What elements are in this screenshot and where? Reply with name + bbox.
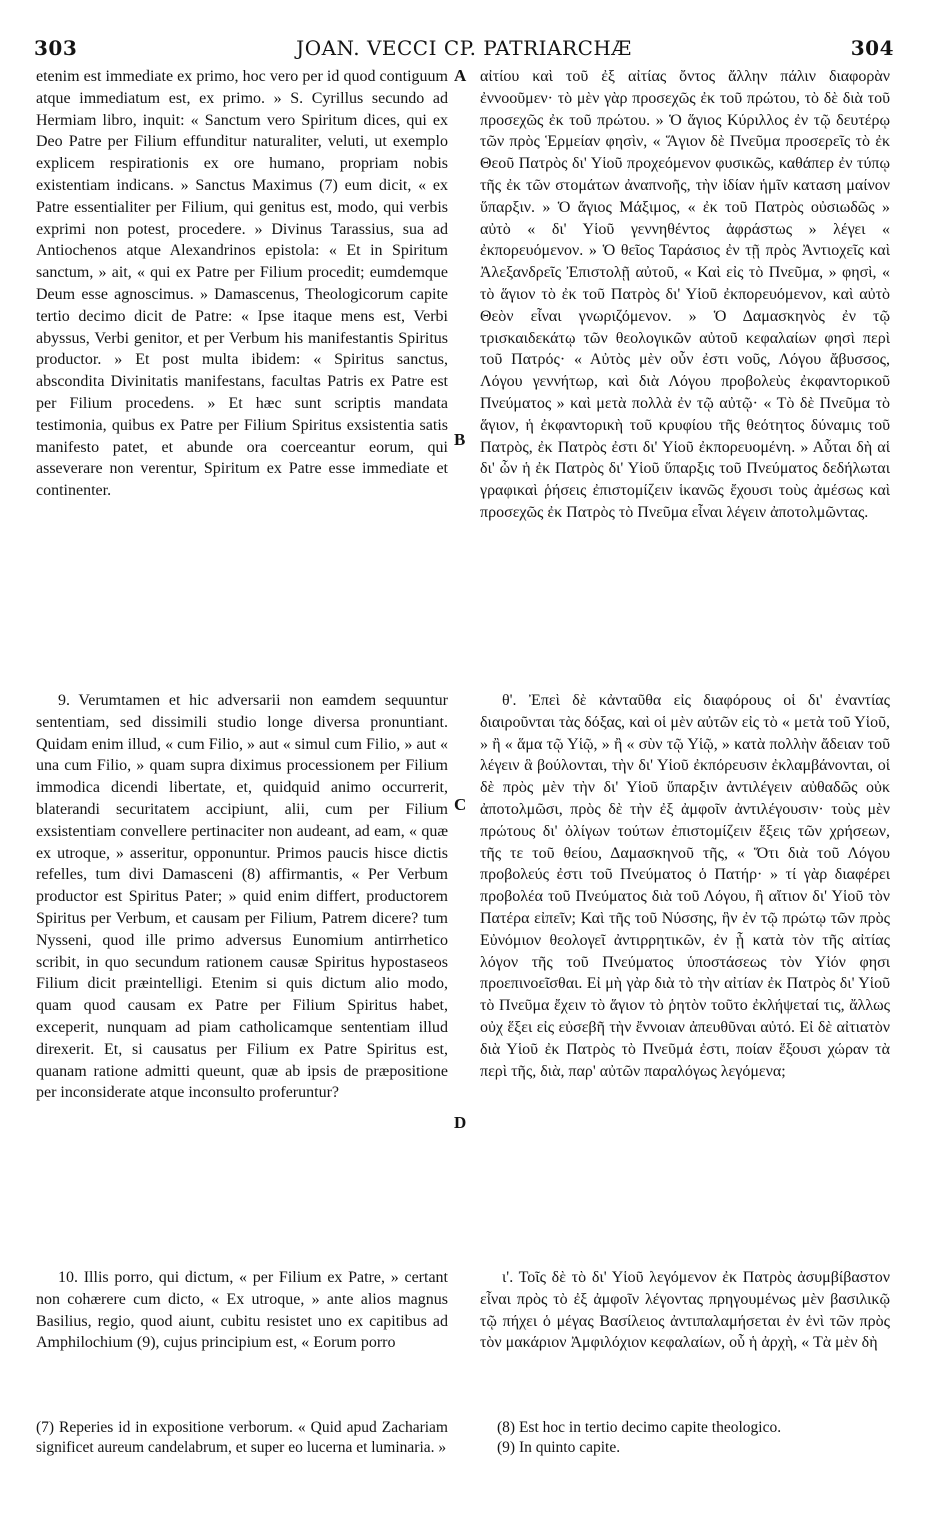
footnote-7 <box>36 1418 448 1458</box>
footnote-9: (9) In quinto capite. <box>497 1439 621 1456</box>
running-title: JOAN. VECCI CP. PATRIARCHÆ <box>296 36 632 60</box>
margin-letter-c: C <box>454 795 467 814</box>
latin-section-10 <box>36 1267 448 1354</box>
footnotes-right <box>497 1418 897 1458</box>
greek-text: ι'. Τοῖς δὲ τὸ δι' Υἱοῦ λεγόμενον ἐκ Πατρὸς ἀσυμβίβαστον εἶναι πρὸς τὸ ἐξ ἀμφοῖν λέγοντας πρηγουμένως μὲν βασιλικῷ τῷ πήχει ὁ μέγας Βασίλειος ἀντιπαλαμήσεται ἐν ἑνὶ τῶν πρὸς τὸν μακάριον Ἀμφιλόχιον κεφαλαίων, οὗ ἡ ἀρχὴ, « Τὰ μὲν δὴ <box>480 1269 890 1352</box>
footnote-text: (7) Reperies id in expositione verborum. « Quid apud Zachariam significet aureum candelabrum, et super eo lucerna et luminaria. » <box>36 1419 448 1456</box>
greek-section-10 <box>480 1267 890 1354</box>
page-number-right: 304 <box>850 36 894 60</box>
latin-section-9 <box>36 690 448 1104</box>
margin-letter-a: A <box>454 66 467 85</box>
latin-text: etenim est immediate ex primo, hoc vero per id quod contiguum atque immediatum est, ex primo. » S. Cyrillus secundo ad Hermiam libro, inquit: « Sanctum vero Spiritum dices, qui ex Deo Patre per Filium effunditur naturaliter, veluti, ut exemplo explicem respirationis ex ore humano, propriam nobis existentiam indicans. » Sanctus Maximus (7) eum dicit, « ex Patre essentialiter per Filium, qui genitus est, modo, qui verbis exprimi non potest, procedere. » Divinus Tarassius, sua ad Antiochenos atque Alexandrinos epistola: « Et in Spiritum sanctum, » ait, « qui ex Patre per Filium procedit; eumdemque Deum esse agnoscimus. » Damascenus, Theologicorum capite tertio decimo dicit de Patre: « Ipse itaque mens est, Verbi abyssus, Verbi genitor, et per Verbum his manifestantis Spiritus productor. » Et post multa ibidem: « Spiritus sanctus, abscondita Divinitatis manifestans, facultas Patris ex Patre est per Filium procedens. » Et hæc sunt scriptis mandata testimonia, quibus ex Patre per Filium Spiritus exsistentia satis manifesto patet, et abunde ora coerceantur eorum, qui asseverare non verentur, Spiritum ex Patre esse immediate et continenter. <box>36 68 448 500</box>
page-header <box>34 36 894 64</box>
greek-section-9 <box>480 690 890 1082</box>
latin-paragraph-continued <box>36 66 448 502</box>
footnote-8: (8) Est hoc in tertio decimo capite theologico. <box>497 1419 782 1436</box>
margin-letter-d: D <box>454 1113 467 1132</box>
greek-text: θ'. Ἐπεὶ δὲ κἀνταῦθα εἰς διαφόρους οἱ δι' ἐναντίας διαιροῦνται τὰς δόξας, καὶ οἱ μὲν αὐτῶν εἰς τὸ « μετὰ τοῦ Υἱοῦ, » ἢ « ἅμα τῷ Υἱῷ, » ἢ « σὺν τῷ Υἱῷ, » κατὰ πολλὴν ἄδειαν τοῦ λέγειν ἃ βούλονται, τὴν δι' Υἱοῦ ἐκπόρευσιν ἐκλαμβάνονται, οἱ δὲ πρὸς μὲν τὴν δι' Υἱοῦ ὕπαρξιν ἀντιλέγειν αὐθαδῶς οὐκ ἀποτολμῶσι, πρὸς δὲ τὴν ἐξ ἀμφοῖν ἀντιλέγουσιν· τοὺς μὲν πρώτους δι' ὀλίγων τούτων ἐπιστομίζειν ἕξεις τῶν χρήσεων, τῆς τε τοῦ θείου, Δαμασκηνοῦ τῆς, « Ὅτι διὰ τοῦ Λόγου προβολεύς ἐστι τοῦ Πνεύματος ὁ Πατήρ· » τί γὰρ διαφέρει προβολέα τοῦ Πνεύματος διὰ τοῦ Λόγου, ἢ αἴτιον δι' Υἱοῦ τὸν Πατέρα εἰπεῖν; Καὶ τῆς τοῦ Νύσσης, ἣν ἐν τῷ πρώτῳ τῶν πρὸς Εὐνόμιον θεολογεῖ ἀντιρρητικῶν, ἐν ᾗ κατὰ τὸν τῆς αἰτίας λόγον τῆς τοῦ Πνεύματος ὑποστάσεως τὸν Υἱόν φησι προεπινοεῖσθαι. Εἰ μὴ γὰρ διὰ τὸ τὴν αἰτίαν ἐκ Πατρὸς δι' Υἱοῦ τὸ Πνεῦμα ἔχειν τὸ ἅγιον τὸ ῥητὸν τοῦτο ἐκλήψεταί τις, ἄλλως οὐχ ἕξει εἰς εὐσεβῆ τὴν ἔννοιαν ἀπευθῦναι αὐτό. Εἰ δὲ αἰτιατὸν διὰ Υἱοῦ ἐκ Πατρὸς τὸ Πνεῦμά ἐστι, ποίαν ἕξουσι χώραν τὰ περὶ τῆς, διὰ, παρ' αὐτῶν παραλόγως λεγόμενα; <box>480 692 890 1080</box>
margin-letter-b: B <box>454 430 466 449</box>
latin-text: 10. Illis porro, qui dictum, « per Filium ex Patre, » certant non cohærere cum dicto, « Ex utroque, » ante alios magnus Basilius, regio, quod aiunt, cubitu resistet uno ex capitibus ad Amphilochium (9), cujus principium est, « Eorum porro <box>36 1269 448 1352</box>
page-number-left: 303 <box>34 36 78 60</box>
latin-text: 9. Verumtamen et hic adversarii non eamdem sequuntur sententiam, sed dissimili studio longe diversa pronuntiant. Quidam enim illud, « cum Filio, » aut « simul cum Filio, » aut « una cum Filio, » quam supra diximus processionem per Filium immodica dicendi libertate, et, quidquid animo occurrerit, blaterandi securitatem accipiunt, alii, cum per Filium exsistentiam convellere pertinaciter non audeant, ad eam, « quæ ex utroque, » asseritur, opponuntur. Primos paucis hisce dictis refelles, tum divi Damasceni (8) affirmantis, « Per Verbum productor est Spiritus Pater; » quid enim differt, productorem Spiritus per Verbum, et causam per Filium, Patrem dicere? tum Nysseni, quod ille primo adversus Eunomium antirrhetico scribit, in quo secundum rationem causæ Spiritus hypostaseos Filium dicit præintelligi. Etenim si quis dictum alio modo, quam quod causam ex Patre per Filium Spiritus habet, exceperit, nunquam ad piam catholicamque sententiam illud direxerit. Et, si causatus per Filium ex Patre Spiritus est, quanam ratione admitti queunt, quæ ab ipsis de præpositione per inconsiderate atque inconsulto proferuntur? <box>36 692 448 1102</box>
greek-text: αἰτίου καὶ τοῦ ἐξ αἰτίας ὄντος ἄλλην πάλιν διαφορὰν ἐννοοῦμεν· τὸ μὲν γὰρ προσεχῶς ἐκ τοῦ πρώτου, τὸ δὲ διὰ τοῦ προσεχῶς ἐκ τοῦ πρώτου. » Ὁ ἅγιος Κύριλλος ἐν τῷ δευτέρῳ τῶν πρὸς Ἑρμείαν φησὶν, « Ἅγιον δὲ Πνεῦμα προσερεῖς τὸ ἐκ Θεοῦ Πατρὸς δι' Υἱοῦ προχεόμενον φυσικῶς, καθάπερ ἐν τύπῳ τῆς ἐκ τῶν στομάτων ἀναπνοῆς, τὴν ἰδίαν ἡμῖν καταση μαίνον ὕπαρξιν. » Ὁ ἅγιος Μάξιμος, « ἐκ τοῦ Πατρὸς οὐσιωδῶς » αὐτὸ « δι' Υἱοῦ γεννηθέντος ἀφράστως » λέγει « ἐκπορευόμενον. » Ὁ θεῖος Ταράσιος ἐν τῇ πρὸς Ἀντιοχεῖς καὶ Ἀλεξανδρεῖς Ἐπιστολῇ αὐτοῦ, « Καὶ εἰς τὸ Πνεῦμα, » φησὶ, « τὸ ἅγιον τὸ ἐκ τοῦ Πατρὸς δι' Υἱοῦ ἐκπορευόμενον, καὶ αὐτὸ Θεὸν εἶναι γνωριζόμενον. » Ὁ Δαμασκηνὸς ἐν τῷ τρισκαιδεκάτῳ τῶν θεολογικῶν αὐτοῦ κεφαλαίων φησὶ περὶ τοῦ Πατρός· « Αὐτὸς μὲν οὖν ἐστι νοῦς, Λόγου ἄβυσσος, Λόγου γεννήτωρ, καὶ διὰ Λόγου προβολεὺς ἐκφαντορικοῦ Πνεύματος » καὶ μετὰ πολλὰ ἐν τῷ αὐτῷ· « Τὸ δὲ Πνεῦμα τὸ ἅγιον, ἡ ἐκφαντορικὴ τοῦ κρυφίου τῆς θεότητος δύναμις τοῦ Πατρὸς, ἐκ Πατρὸς ἐστι δι' Υἱοῦ ἐκπορευομένη. » Αὗται δὴ αἱ δι' ὧν ἡ ἐκ Πατρὸς δι' Υἱοῦ ὕπαρξις τοῦ Πνεύματος δεδήλωται γραφικαὶ ῥήσεις ἐπιστομίζειν ἱκανῶς ἔχουσι τοὺς ἀμέσως καὶ προσεχῶς ἐκ Πατρὸς τὸ Πνεῦμα εἶναι λέγειν ἀποτολμῶντας. <box>480 68 890 521</box>
greek-paragraph-continued <box>480 66 890 524</box>
